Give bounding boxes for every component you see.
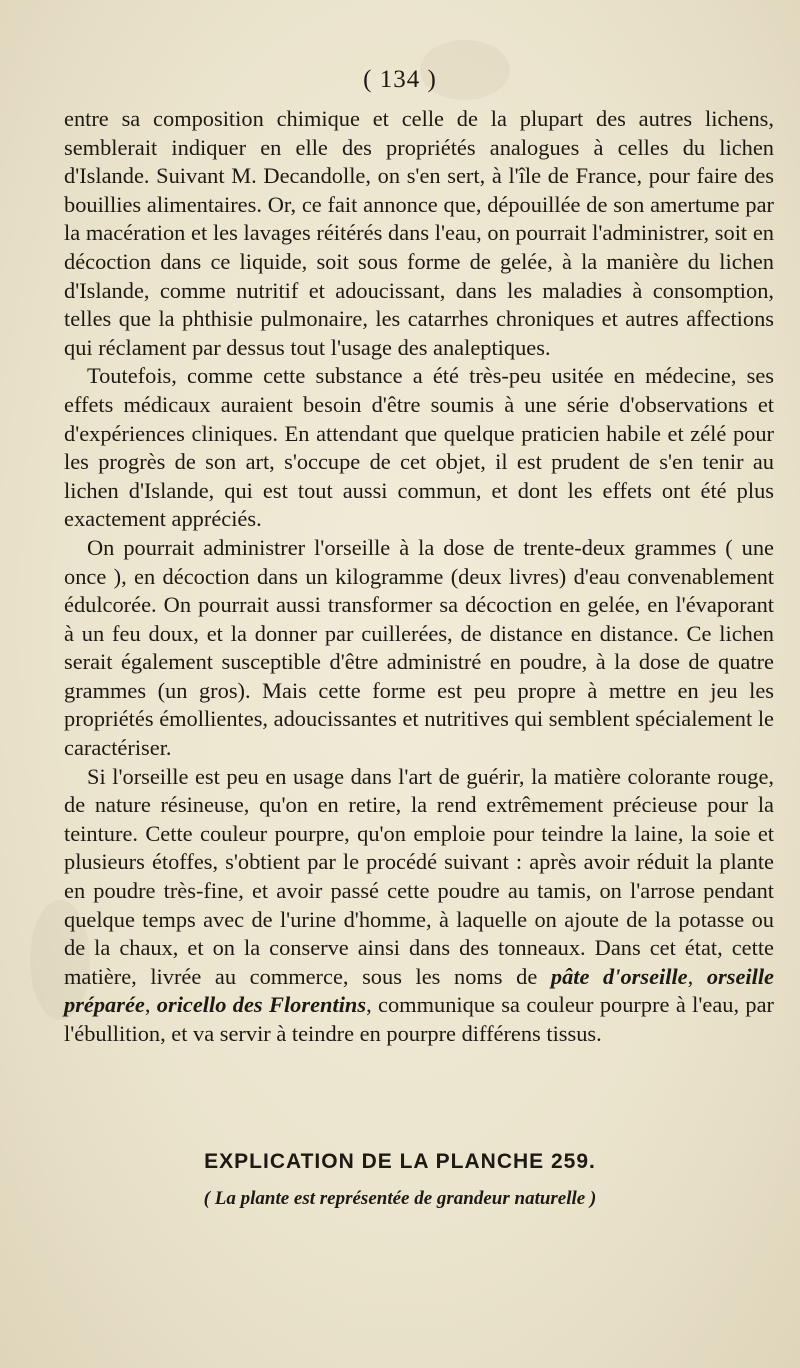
plate-explanation-title: EXPLICATION DE LA PLANCHE 259. (204, 1150, 596, 1173)
italic-term: orseille préparée (64, 963, 774, 1018)
paragraph: entre sa composition chimique et celle de la plupart des autres lichens, semblerait indiquer en elle des propriétés analogues à celles du lichen d'Islande. Suivant M. Decandolle, on s'en sert, à l'île de France, pour faire des bouillies alimentaires. Or, ce fait annonce que, dépouillée de son amertume par la macération et les lavages réitérés dans l'eau, on pourrait l'administrer, soit en décoction dans ce liquide, soit sous forme de gelée, à la manière du lichen d'Islande, comme nutritif et adoucissant, dans les maladies à consomption, telles que la phthisie pulmonaire, les catarrhes chroniques et autres affections qui réclament par dessus tout l'usage des analeptiques. (64, 106, 774, 360)
paragraph: On pourrait administrer l'orseille à la dose de trente-deux grammes ( une once ), en décoction dans un kilogramme (deux livres) d'eau convenablement édulcorée. On pourrait aussi transformer sa décoction en gelée, en l'évaporant à un feu doux, et la donner par cuillerées, de distance en distance. Ce lichen serait également susceptible d'être administré en poudre, à la dose de quatre grammes (un gros). Mais cette forme est peu propre à mettre en jeu les propriétés émollientes, adoucissantes et nutritives qui semblent spécialement le caractériser. (64, 534, 774, 761)
italic-term: pâte d'orseille (550, 963, 688, 989)
page-number: ( 134 ) (363, 66, 437, 93)
paragraph: Toutefois, comme cette substance a été très-peu usitée en médecine, ses effets médicaux auraient besoin d'être soumis à une série d'observations et d'expériences cliniques. En attendant que quelque praticien habile et zélé pour les progrès de son art, s'occupe de cet objet, il est prudent de s'en tenir au lichen d'Islande, qui est tout aussi commun, et dont les effets ont été plus exactement appréciés. (64, 363, 774, 532)
paragraph (64, 763, 774, 1049)
body-text (64, 105, 774, 1049)
paragraph-text: Si l'orseille est peu en usage dans l'art de guérir, la matière colorante rouge, de nature résineuse, qu'on en retire, la rend extrêmement précieuse pour la teinture. Cette couleur pourpre, qu'on emploie pour teindre la laine, la soie et plusieurs étoffes, s'obtient par le procédé suivant : après avoir réduit la plante en poudre très-fine, et avoir passé cette poudre au tamis, on l'arrose pendant quelque temps avec de l'urine d'homme, à laquelle on ajoute de la potasse ou de la chaux, et on la conserve ainsi dans des tonneaux. Dans cet état, cette matière, livrée au commerce, sous les noms de (64, 763, 774, 989)
italic-term: oricello des Florentins (156, 992, 367, 1018)
separator: , (687, 963, 707, 989)
plate-explanation-subtitle: ( La plante est représentée de grandeur naturelle ) (203, 1188, 597, 1209)
separator: , (144, 992, 157, 1018)
paragraph-text: , communique sa couleur pourpre à l'eau, par l'ébullition, et va servir à teindre en pourpre différens tissus. (64, 992, 774, 1046)
